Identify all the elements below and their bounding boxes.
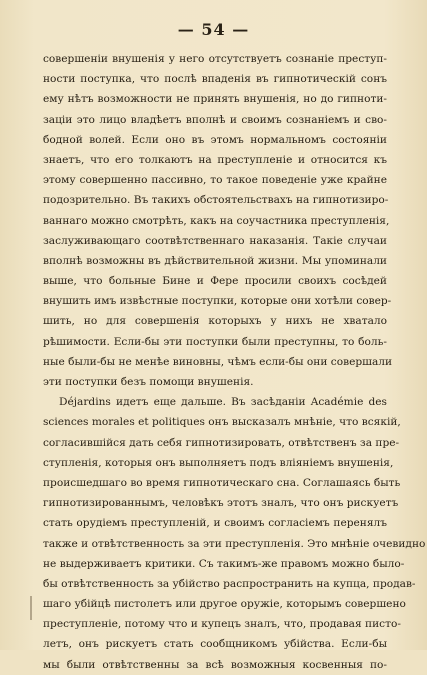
text-line: ступленiя, которыя онъ выполняетъ подъ влiянiемъ внушенiя, (43, 456, 394, 469)
text-line: также и отвѣтственность за эти преступленiя. Это мнѣнiе очевидно (43, 537, 426, 550)
text-line: знаетъ, что его толкаютъ на преступленiе и относится къ (43, 153, 387, 166)
text-line: шаго убiйцѣ пистолетъ или другое оружiе, которымъ совершено (43, 598, 406, 611)
page-body-text (43, 49, 426, 675)
text-line: ные были-бы не менѣе виновны, чѣмъ если-бы они совершали (43, 355, 393, 368)
text-line: эти поступки безъ помощи внушенiя. (43, 376, 254, 388)
text-line: шить, но для совершенiя которыхъ у нихъ не хватало (43, 315, 387, 328)
text-line: не выдерживаетъ критики. Съ такимъ-же правомъ можно было- (43, 557, 405, 570)
text-line: бодной волей. Если оно въ этомъ нормальномъ состоянiи (43, 133, 387, 146)
text-line: рѣшимости. Если-бы эти поступки были преступны, то боль- (43, 335, 387, 348)
text-line: происшедшаго во время гипнотическаго сна. Соглашаясь быть (43, 476, 401, 489)
text-line: этому совершенно пассивно, то такое поведенiе уже крайне (43, 174, 387, 187)
text-line: мы были отвѣтственны за всѣ возможныя косвенныя по- (43, 658, 387, 671)
text-line: sciences morales et politiques онъ высказалъ мнѣнiе, что всякiй, (43, 416, 401, 429)
text-line: ности поступка, что послѣ впаденiя въ гипнотическiй сонъ (43, 73, 387, 86)
margin-pencil-mark (30, 596, 32, 620)
text-line: ему нѣтъ возможности не принять внушенiя, но до гипноти- (43, 93, 387, 106)
page-number: — 54 — (177, 20, 250, 39)
text-line: стать орудiемъ преступленiй, и своимъ согласiемъ перенялъ (43, 517, 387, 530)
text-line: бы отвѣтственность за убiйство распространить на купца, продав- (43, 577, 416, 590)
text-line: вполнѣ возможны въ дѣйствительной жизни. Мы упоминали (43, 254, 387, 267)
text-line: гипнотизированнымъ, человѣкъ этотъ зналъ, что онъ рискуетъ (43, 497, 399, 510)
text-line: выше, что больные Бине и Фере просили своихъ сосѣдей (43, 275, 387, 288)
text-line: внушить имъ извѣстные поступки, которые они хотѣли совер- (43, 295, 392, 308)
text-line: ваннаго можно смотрѣть, какъ на соучастника преступленiя, (43, 214, 390, 227)
text-line: заслуживающаго соотвѣтственнаго наказанiя. Такiе случаи (43, 234, 387, 247)
text-line: Déjardins идетъ еще дальше. Въ засѣданiи Académie des (59, 396, 387, 409)
text-line: подозрительно. Въ такихъ обстоятельствахъ на гипнотизиро- (43, 194, 389, 207)
text-line: преступленiе, потому что и купецъ зналъ, что, продавая писто- (43, 618, 401, 631)
text-line: летъ, онъ рискуетъ стать сообщникомъ убiйства. Если-бы (43, 638, 387, 651)
text-line: зацiи это лицо владѣетъ вполнѣ и своимъ сознанiемъ и сво- (43, 113, 387, 126)
text-line: совершенiи внушенiя у него отсутствуетъ сознанiе преступ- (43, 53, 387, 65)
text-line: согласившiйся дать себя гипнотизировать, отвѣтственъ за пре- (43, 436, 400, 449)
